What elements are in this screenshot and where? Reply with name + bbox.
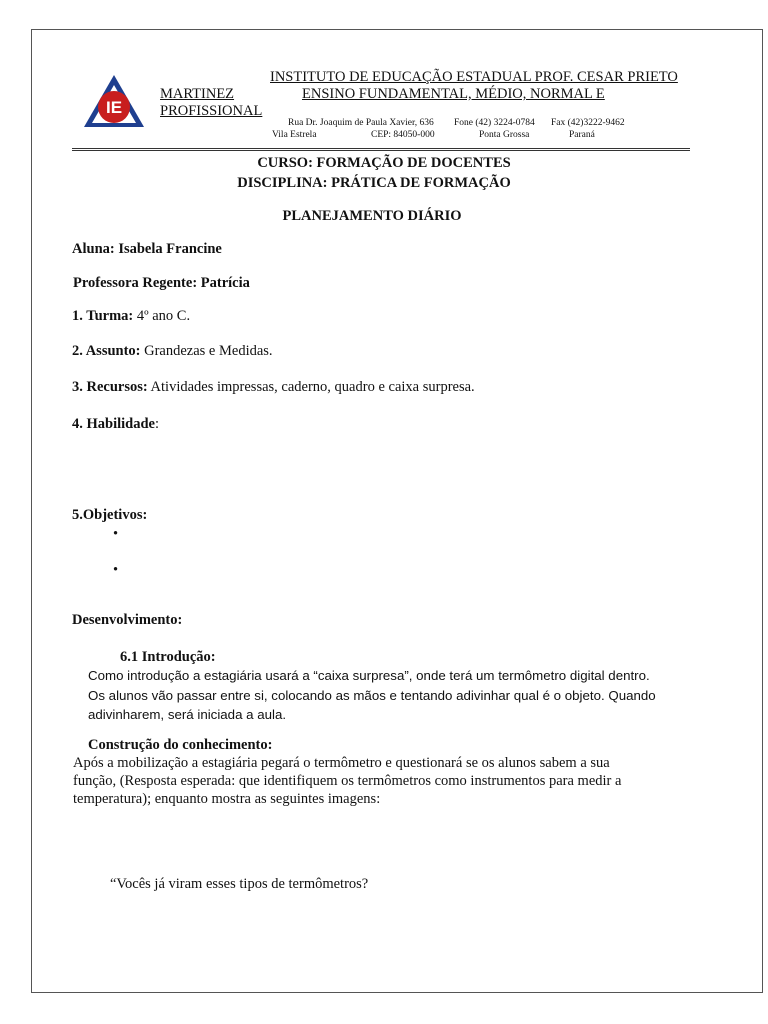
school-phone: Fone (42) 3224-0784 <box>454 118 535 128</box>
objective-bullet-1: • <box>113 526 119 542</box>
habilidade-label: 4. Habilidade <box>72 416 155 432</box>
discipline-title: DISCIPLINA: PRÁTICA DE FORMAÇÃO <box>237 175 511 191</box>
school-logo <box>80 71 148 133</box>
objective-bullet-2: • <box>113 562 119 578</box>
course-title: CURSO: FORMAÇÃO DE DOCENTES <box>257 155 511 171</box>
recursos-value: Atividades impressas, caderno, quadro e caixa surpresa. <box>147 379 475 395</box>
turma-label: 1. Turma: <box>72 308 134 324</box>
desenvolvimento-heading: Desenvolvimento: <box>72 612 183 628</box>
school-fax: Fax (42)3222-9462 <box>551 118 625 128</box>
student-name: Aluna: Isabela Francine <box>72 241 222 257</box>
education-levels: ENSINO FUNDAMENTAL, MÉDIO, NORMAL E <box>302 86 605 102</box>
habilidade-colon: : <box>155 416 160 432</box>
school-neighborhood: Vila Estrela <box>272 130 317 140</box>
institute-name-cont: MARTINEZ <box>160 86 235 102</box>
header-divider-second <box>72 150 690 151</box>
teacher-name: Professora Regente: Patrícia <box>73 275 250 291</box>
document-title: PLANEJAMENTO DIÁRIO <box>282 208 462 224</box>
school-city: Ponta Grossa <box>479 130 530 140</box>
turma-value: 4º ano C. <box>133 308 191 324</box>
school-state: Paraná <box>569 130 595 140</box>
intro-heading: 6.1 Introdução: <box>120 649 216 665</box>
logo-text: IE <box>105 98 123 117</box>
education-levels-cont: PROFISSIONAL <box>160 103 263 119</box>
construcao-line-2: função, (Resposta esperada: que identifiquem os termômetros como instrumentos para medir a <box>73 773 622 789</box>
construcao-heading: Construção do conhecimento: <box>88 737 273 753</box>
header-divider <box>72 148 690 149</box>
habilidade-line <box>72 416 159 433</box>
question-text: “Vocês já viram esses tipos de termômetros? <box>110 876 369 892</box>
school-cep: CEP: 84050-000 <box>371 130 435 140</box>
assunto-label: 2. Assunto: <box>72 343 141 359</box>
institute-name: INSTITUTO DE EDUCAÇÃO ESTADUAL PROF. CESAR PRIETO <box>270 69 678 85</box>
turma-line <box>72 308 190 325</box>
school-address: Rua Dr. Joaquim de Paula Xavier, 636 <box>288 118 434 128</box>
objetivos-label: 5.Objetivos: <box>72 507 148 523</box>
recursos-line <box>72 379 475 396</box>
assunto-line <box>72 343 273 360</box>
intro-paragraph: Como introdução a estagiária usará a “caixa surpresa”, onde terá um termômetro digital dentro. Os alunos vão passar entre si, colocando as mãos e tentando adivinhar qual é o objeto. Quando adivinharem, será iniciada a aula. <box>88 668 656 722</box>
recursos-label: 3. Recursos: <box>72 379 148 395</box>
construcao-line-3: temperatura); enquanto mostra as seguintes imagens: <box>73 791 381 807</box>
assunto-value: Grandezas e Medidas. <box>140 343 273 359</box>
construcao-line-1: Após a mobilização a estagiária pegará o termômetro e questionará se os alunos sabem a sua <box>73 755 610 771</box>
